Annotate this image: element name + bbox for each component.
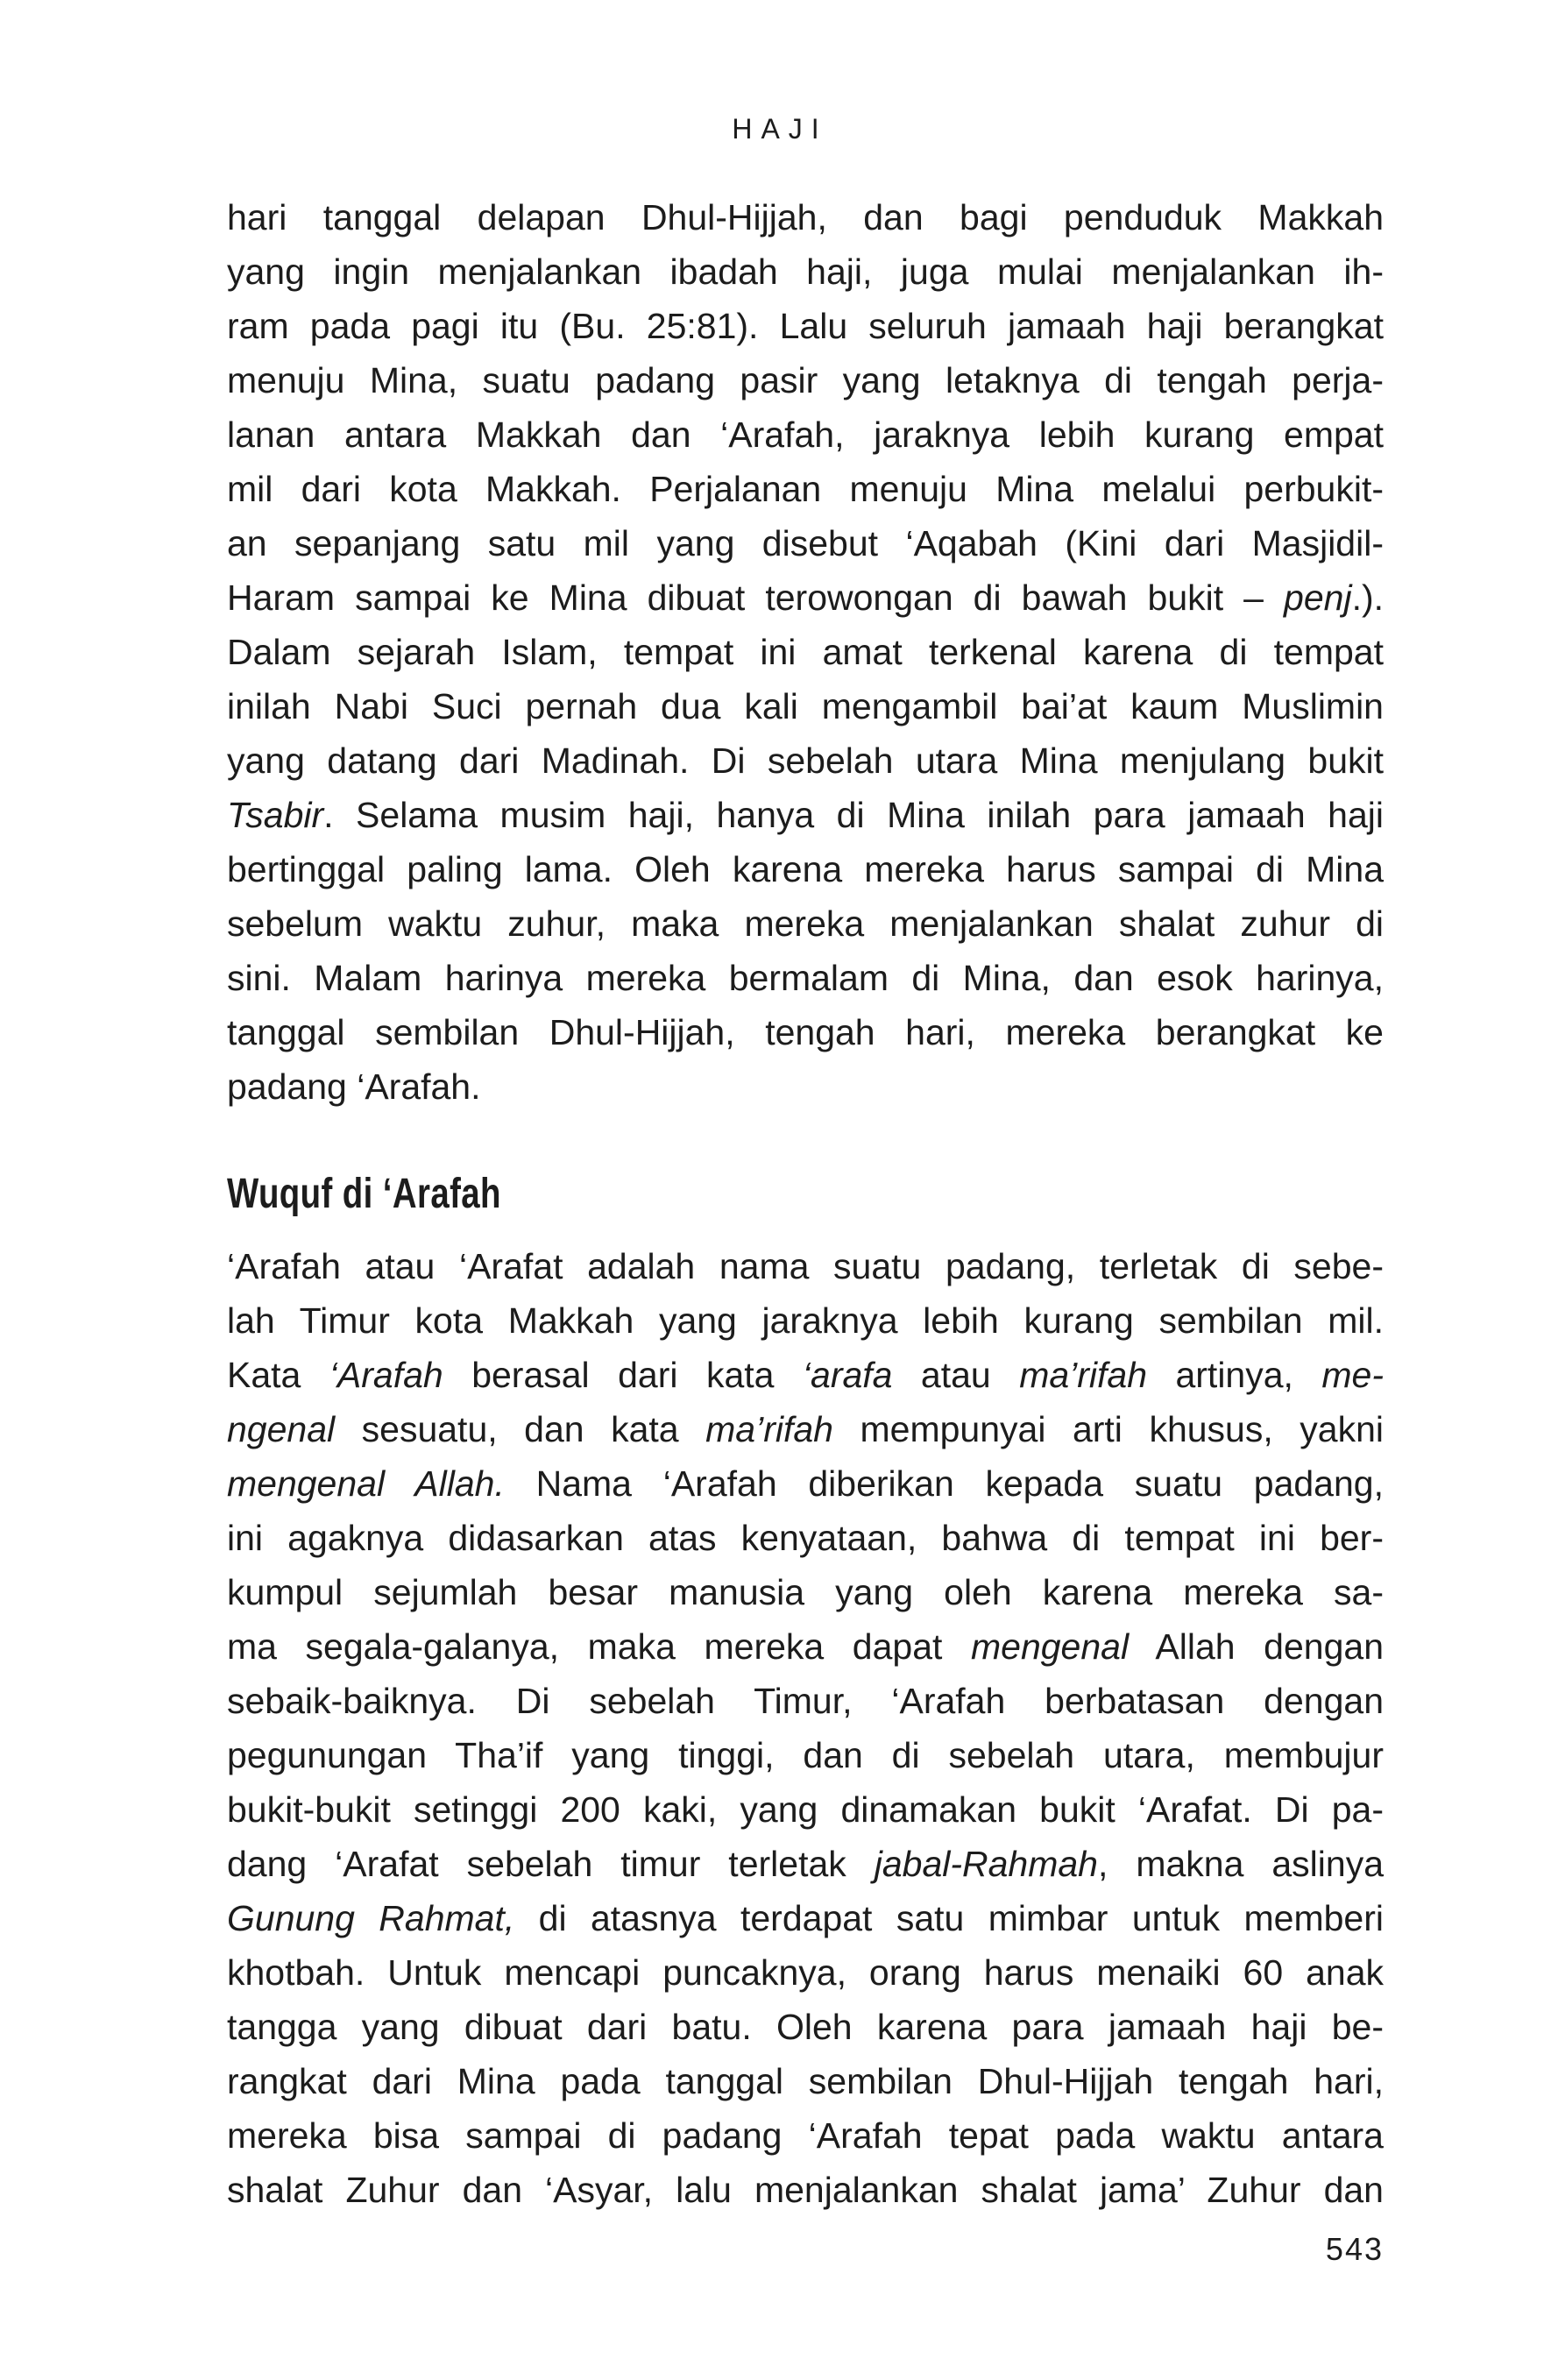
text-line	[227, 516, 1384, 570]
text-line	[227, 1402, 1384, 1456]
text-run: ‘Arafah atau ‘Arafat adalah nama suatu padang, terletak di sebe-	[227, 1246, 1384, 1286]
text-line	[227, 1674, 1384, 1728]
text-run: hari tanggal delapan Dhul-Hijjah, dan bagi penduduk Makkah	[227, 197, 1384, 237]
italic-term: me-	[1321, 1355, 1384, 1395]
text-run: , makna aslinya	[1097, 1844, 1384, 1884]
running-header: HAJI	[732, 113, 828, 145]
text-run: mil dari kota Makkah. Perjalanan menuju Mina melalui perbukit-	[227, 469, 1384, 509]
text-line	[227, 407, 1384, 462]
text-line	[227, 1728, 1384, 1782]
text-run: sebaik-baiknya. Di sebelah Timur, ‘Arafah berbatasan dengan	[227, 1681, 1384, 1721]
italic-term: penj	[1284, 577, 1352, 618]
text-line	[227, 1293, 1384, 1348]
text-run: kumpul sejumlah besar manusia yang oleh karena mereka sa-	[227, 1572, 1384, 1612]
text-line	[227, 2163, 1384, 2217]
italic-term: ma’rifah	[1019, 1355, 1148, 1395]
text-run: bertinggal paling lama. Oleh karena mereka harus sampai di Mina	[227, 849, 1384, 889]
text-line	[227, 788, 1384, 842]
text-run: dang ‘Arafat sebelah timur terletak	[227, 1844, 875, 1884]
text-run: rangkat dari Mina pada tanggal sembilan Dhul-Hijjah tengah hari,	[227, 2061, 1384, 2101]
italic-term: jabal-Rahmah	[874, 1844, 1098, 1884]
text-run: yang ingin menjalankan ibadah haji, juga mulai menjalankan ih-	[227, 251, 1384, 292]
text-line	[227, 951, 1384, 1005]
text-run: ma segala-galanya, maka mereka dapat	[227, 1626, 971, 1667]
italic-term: ma’rifah	[705, 1409, 833, 1449]
text-line	[227, 190, 1384, 244]
text-line	[227, 1511, 1384, 1565]
italic-term: ‘Arafah	[329, 1355, 443, 1395]
text-run: Dalam sejarah Islam, tempat ini amat terkenal karena di tempat	[227, 632, 1384, 672]
text-line	[227, 625, 1384, 679]
text-line	[227, 1059, 1384, 1114]
italic-term: Gunung Rahmat,	[227, 1898, 515, 1938]
text-run: sebelum waktu zuhur, maka mereka menjalankan shalat zuhur di	[227, 903, 1384, 944]
text-line	[227, 1565, 1384, 1619]
text-run: Allah dengan	[1129, 1626, 1384, 1667]
text-line	[227, 462, 1384, 516]
text-line	[227, 353, 1384, 407]
text-run: tanggal sembilan Dhul-Hijjah, tengah hari, mereka berangkat ke	[227, 1012, 1384, 1052]
italic-term: ‘arafa	[802, 1355, 893, 1395]
text-run: atau	[892, 1355, 1020, 1395]
text-line	[227, 2108, 1384, 2163]
text-run: pegunungan Tha’if yang tinggi, dan di sebelah utara, membujur	[227, 1735, 1384, 1775]
text-line	[227, 1891, 1384, 1945]
text-run: khotbah. Untuk mencapi puncaknya, orang harus menaiki 60 anak	[227, 1952, 1384, 1993]
text-run: inilah Nabi Suci pernah dua kali mengambil bai’at kaum Muslimin	[227, 686, 1384, 726]
italic-term: ngenal	[227, 1409, 336, 1449]
italic-term: mengenal	[971, 1626, 1130, 1667]
text-run: lanan antara Makkah dan ‘Arafah, jaraknya lebih kurang empat	[227, 414, 1384, 455]
text-run: an sepanjang satu mil yang disebut ‘Aqabah (Kini dari Masjidil-	[227, 523, 1384, 563]
paragraph-intro	[227, 190, 1384, 1114]
text-line	[227, 244, 1384, 299]
section-heading: Wuquf di ‘Arafah	[227, 1171, 501, 1217]
text-run: Kata	[227, 1355, 329, 1395]
page-number: 543	[1325, 2231, 1384, 2267]
text-line	[227, 2054, 1384, 2108]
text-run: .).	[1351, 577, 1384, 618]
text-run: mereka bisa sampai di padang ‘Arafah tepat pada waktu antara	[227, 2115, 1384, 2156]
italic-term: mengenal Allah.	[227, 1463, 505, 1504]
text-run: ini agaknya didasarkan atas kenyataan, bahwa di tempat ini ber-	[227, 1518, 1384, 1558]
text-run: yang datang dari Madinah. Di sebelah utara Mina menjulang bukit	[227, 740, 1384, 781]
text-run: ram pada pagi itu (Bu. 25:81). Lalu seluruh jamaah haji berangkat	[227, 306, 1384, 346]
text-run: tangga yang dibuat dari batu. Oleh karena para jamaah haji be-	[227, 2007, 1384, 2047]
text-line	[227, 570, 1384, 625]
text-line	[227, 1782, 1384, 1837]
text-run: lah Timur kota Makkah yang jaraknya lebih kurang sembilan mil.	[227, 1300, 1384, 1341]
text-line	[227, 299, 1384, 353]
text-line	[227, 1456, 1384, 1511]
italic-term: Tsabir	[227, 795, 324, 835]
text-run: di atasnya terdapat satu mimbar untuk memberi	[514, 1898, 1384, 1938]
text-run: sesuatu, dan kata	[335, 1409, 706, 1449]
text-line	[227, 733, 1384, 788]
text-run: Haram sampai ke Mina dibuat terowongan di bawah bukit –	[227, 577, 1285, 618]
text-line	[227, 1005, 1384, 1059]
text-line	[227, 1348, 1384, 1402]
text-run: bukit-bukit setinggi 200 kaki, yang dinamakan bukit ‘Arafat. Di pa-	[227, 1789, 1384, 1830]
text-run: berasal dari kata	[443, 1355, 803, 1395]
text-line	[227, 896, 1384, 951]
text-run: menuju Mina, suatu padang pasir yang letaknya di tengah perja-	[227, 360, 1384, 400]
text-run: padang ‘Arafah.	[227, 1066, 481, 1107]
text-line	[227, 1945, 1384, 2000]
text-line	[227, 1837, 1384, 1891]
text-run: mempunyai arti khusus, yakni	[832, 1409, 1384, 1449]
text-line	[227, 842, 1384, 896]
text-line	[227, 1239, 1384, 1293]
text-run: Nama ‘Arafah diberikan kepada suatu padang,	[504, 1463, 1384, 1504]
text-run: shalat Zuhur dan ‘Asyar, lalu menjalankan shalat jama’ Zuhur dan	[227, 2170, 1384, 2210]
paragraph-wuquf	[227, 1239, 1384, 2217]
text-run: sini. Malam harinya mereka bermalam di Mina, dan esok harinya,	[227, 958, 1384, 998]
text-line	[227, 2000, 1384, 2054]
text-line	[227, 1619, 1384, 1674]
text-run: artinya,	[1147, 1355, 1322, 1395]
text-run: . Selama musim haji, hanya di Mina inilah para jamaah haji	[323, 795, 1384, 835]
text-line	[227, 679, 1384, 733]
